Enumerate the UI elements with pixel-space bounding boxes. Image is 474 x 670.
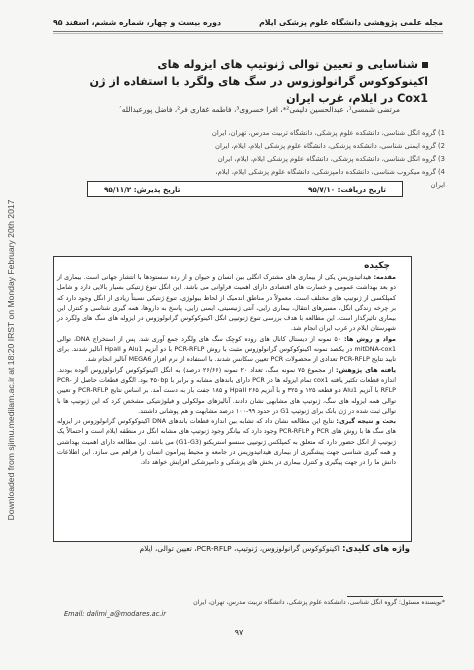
keywords-value: اکینوکوکوس گرانولوزوس، ژنوتیپ، PCR-RFLP، تعیین توالی، ایلام (139, 544, 340, 553)
page-number: ۹۷ (234, 628, 244, 637)
abstract-methods (57, 335, 396, 366)
header-divider-secondary (53, 33, 443, 34)
methods-text: ۵۰ نمونه از دیستال کانال های روده کوچک سگ های ولگرد جمع آوری شد. پس از استخراج DNA، توالی mitDNA-cox1 در یکصد نمونه اکینوکوکوس گرانولوزوس مثبت با روش PCR-RFLP با دو آنزیم Alu1 و HpaII آنالیز شدند. برای تایید نتایج PCR-RFLP تعدادی از محصولات PCR تعیین سکانس شدند. با استفاده از نرم افزار MEGA6 آنالیز انجام شد. (57, 335, 396, 364)
methods-label: مواد و روش ها: (344, 335, 396, 343)
abstract-findings (57, 366, 396, 417)
accepted-date: تاریخ پذیرش: ۹۵/۱۱/۲ (104, 184, 181, 194)
abstract-body (57, 273, 396, 469)
abstract-conclusion (57, 417, 396, 468)
affiliation-item: 3) گروه انگل شناسی، دانشکده پزشکی، دانشگاه علوم پزشکی ایلام، ایلام، ایران (217, 155, 445, 163)
author-list: مرتضی شمسی¹، عبدالحسین دلیمی²*، افرا خسروی³، فاطمه غفاری فر²، فاضل پورعبدالله´ (118, 105, 400, 114)
affiliation-item: 1) گروه انگل شناسی، دانشکده علوم پزشکی، دانشگاه تربیت مدرس، تهران، ایران (211, 129, 445, 137)
author-email: Email: dalimi_a@modares.ac.ir (64, 610, 166, 618)
corresponding-author-footnote: *نویسنده مسئول: گروه انگل شناسی، دانشکده علوم پزشکی، دانشگاه تربیت مدرس، تهران، ایران (193, 599, 445, 606)
article-title-block (86, 56, 428, 107)
download-watermark: Downloaded from sjimu.medilam.ac.ir at 18:20 IRST on Monday February 20th 2017 (6, 199, 16, 521)
footnote-divider (347, 596, 443, 597)
issue-info: دوره بیست و چهار، شماره ششم، اسفند ۹۵ (53, 17, 221, 27)
abstract-heading: چکیده (364, 261, 390, 271)
conclusion-label: بحث و نتیجه گیری: (336, 418, 397, 426)
intro-text: هیداتیدوزیس یکی از بیماری های مشترک انگلی بین انسان و حیوان و از رده سستودها با انتشار جهانی است. بیماری از دو بعد بهداشت عمومی و خسارت های اقتصادی دارای اهمیت فراوانی می باشد. این انگل تنوع ژنتیکی بسیار بالایی دارد و شامل کمپلکسی از ژنوتیپ های مختلف است. معمولاً در مناطق اندمیک از لحاظ بیولوژی، تنوع ژنتیکی نسبتاً زیادی از انگل وجود دارد که بر چرخه زندگی انگل، مسیرهای انتقال، بیماری زایی، آنتی ژنیسیتی، ایمنی زایی، پاسخ به داروها، همه گیری شناسی و کنترل این بیماری تاثیرگذار است. این مطالعه با هدف بررسی تنوع ژنوتیپی انگل اکینوکوکوس گرانولوزوس در ایزوله های سگ های ولگرد در شهرستان ایلام در غرب ایران انجام شد. (57, 274, 396, 333)
keywords-label: واژه های کلیدی: (342, 543, 410, 553)
intro-label: مقدمه: (373, 274, 396, 281)
journal-name: مجله علمی پژوهشی دانشگاه علوم پزشکی ایلام (259, 17, 443, 27)
affiliation-item: 2) گروه ایمنی شناسی، دانشکده پزشکی، دانشگاه علوم پزشکی ایلام، ایلام، ایران (215, 142, 445, 150)
article-title: شناسایی و تعیین توالی ژنوتیپ های ایزوله های اکینوکوکوس گرانولوزوس در سگ های ولگرد با استفاده از ژن Cox1 در ایلام، غرب ایران (89, 58, 428, 105)
findings-text: از مجموع ۷۵ نمونه سگ، تعداد ۲۰ نمونه (۲۶/۶۶ درصد) به انگل اکینوکوکوس گرانولوزوس آلوده بودند. اندازه قطعات تکثیر یافته cox1 تمام ایزوله ها در PCR دارای باندهای مشابه و برابر با ۴۵۰bp بود. الگوی قطعات حاصل از PCR-RFLP با آنزیم Alu1 دو قطعه ۱۲۵ و ۳۲۵ و با آنزیم HpaII ۲۶۵ و ۱۸۵ جفت باز به دست آمد. بر اساس نتایج PCR-RFLP و تعیین توالی همه ایزوله های سگ، ژنوتیپ های مشابهی نشان دادند. آنالیزهای مولکولی و فیلوژنتیکی مشخص کرد که این ژنوتیپ ها با توالی ثبت شده در ژن بانک برای ژنوتیپ G1 در حدود ۹۹-۱۰۰ درصد مشابهت و هم پوشانی داشتند. (57, 366, 397, 415)
dates-box (87, 181, 403, 197)
received-date: تاریخ دریافت: ۹۵/۷/۱۰ (307, 184, 386, 194)
conclusion-text: نتایج این مطالعه نشان داد که تشابه بین اندازه قطعات باندهای DNA اکینوکوکوس گرانولوزوس در ایزوله های سگ ها با روش های PCR و PCR-RFLP وجود دارد که بیانگر وجود ژنوتیپ های مشابه انگل در منطقه ایلام است و احتمالاً یک ژنوتیپ از انگل حضور دارد که متعلق به کمپلکس ژنوتیپی سنسو استریکتو (G1-G3) می باشد. این مطالعه دارای اهمیت بهداشتی و همه گیری شناسی جهت پیشگیری از بیماری هیداتیدوزیس در جامعه و محیط پیرامون انسان را فراهم می سازد. این اطلاعات دانش ما را در جهت پیگیری و کنترل بیماری در بخش های پزشکی و دامپزشکی افزایش خواهد داد. (57, 418, 396, 467)
abstract-intro (57, 273, 396, 335)
header-divider (53, 31, 443, 32)
title-bullet-icon (422, 62, 428, 68)
running-header (53, 14, 443, 30)
affiliation-item: 4) گروه میکروب شناسی، دانشکده دامپزشکی، دانشگاه علوم پزشکی ایلام، ایلام، ایران (215, 168, 445, 189)
keywords-line (110, 543, 410, 553)
findings-label: یافته های پژوهش: (336, 366, 396, 374)
